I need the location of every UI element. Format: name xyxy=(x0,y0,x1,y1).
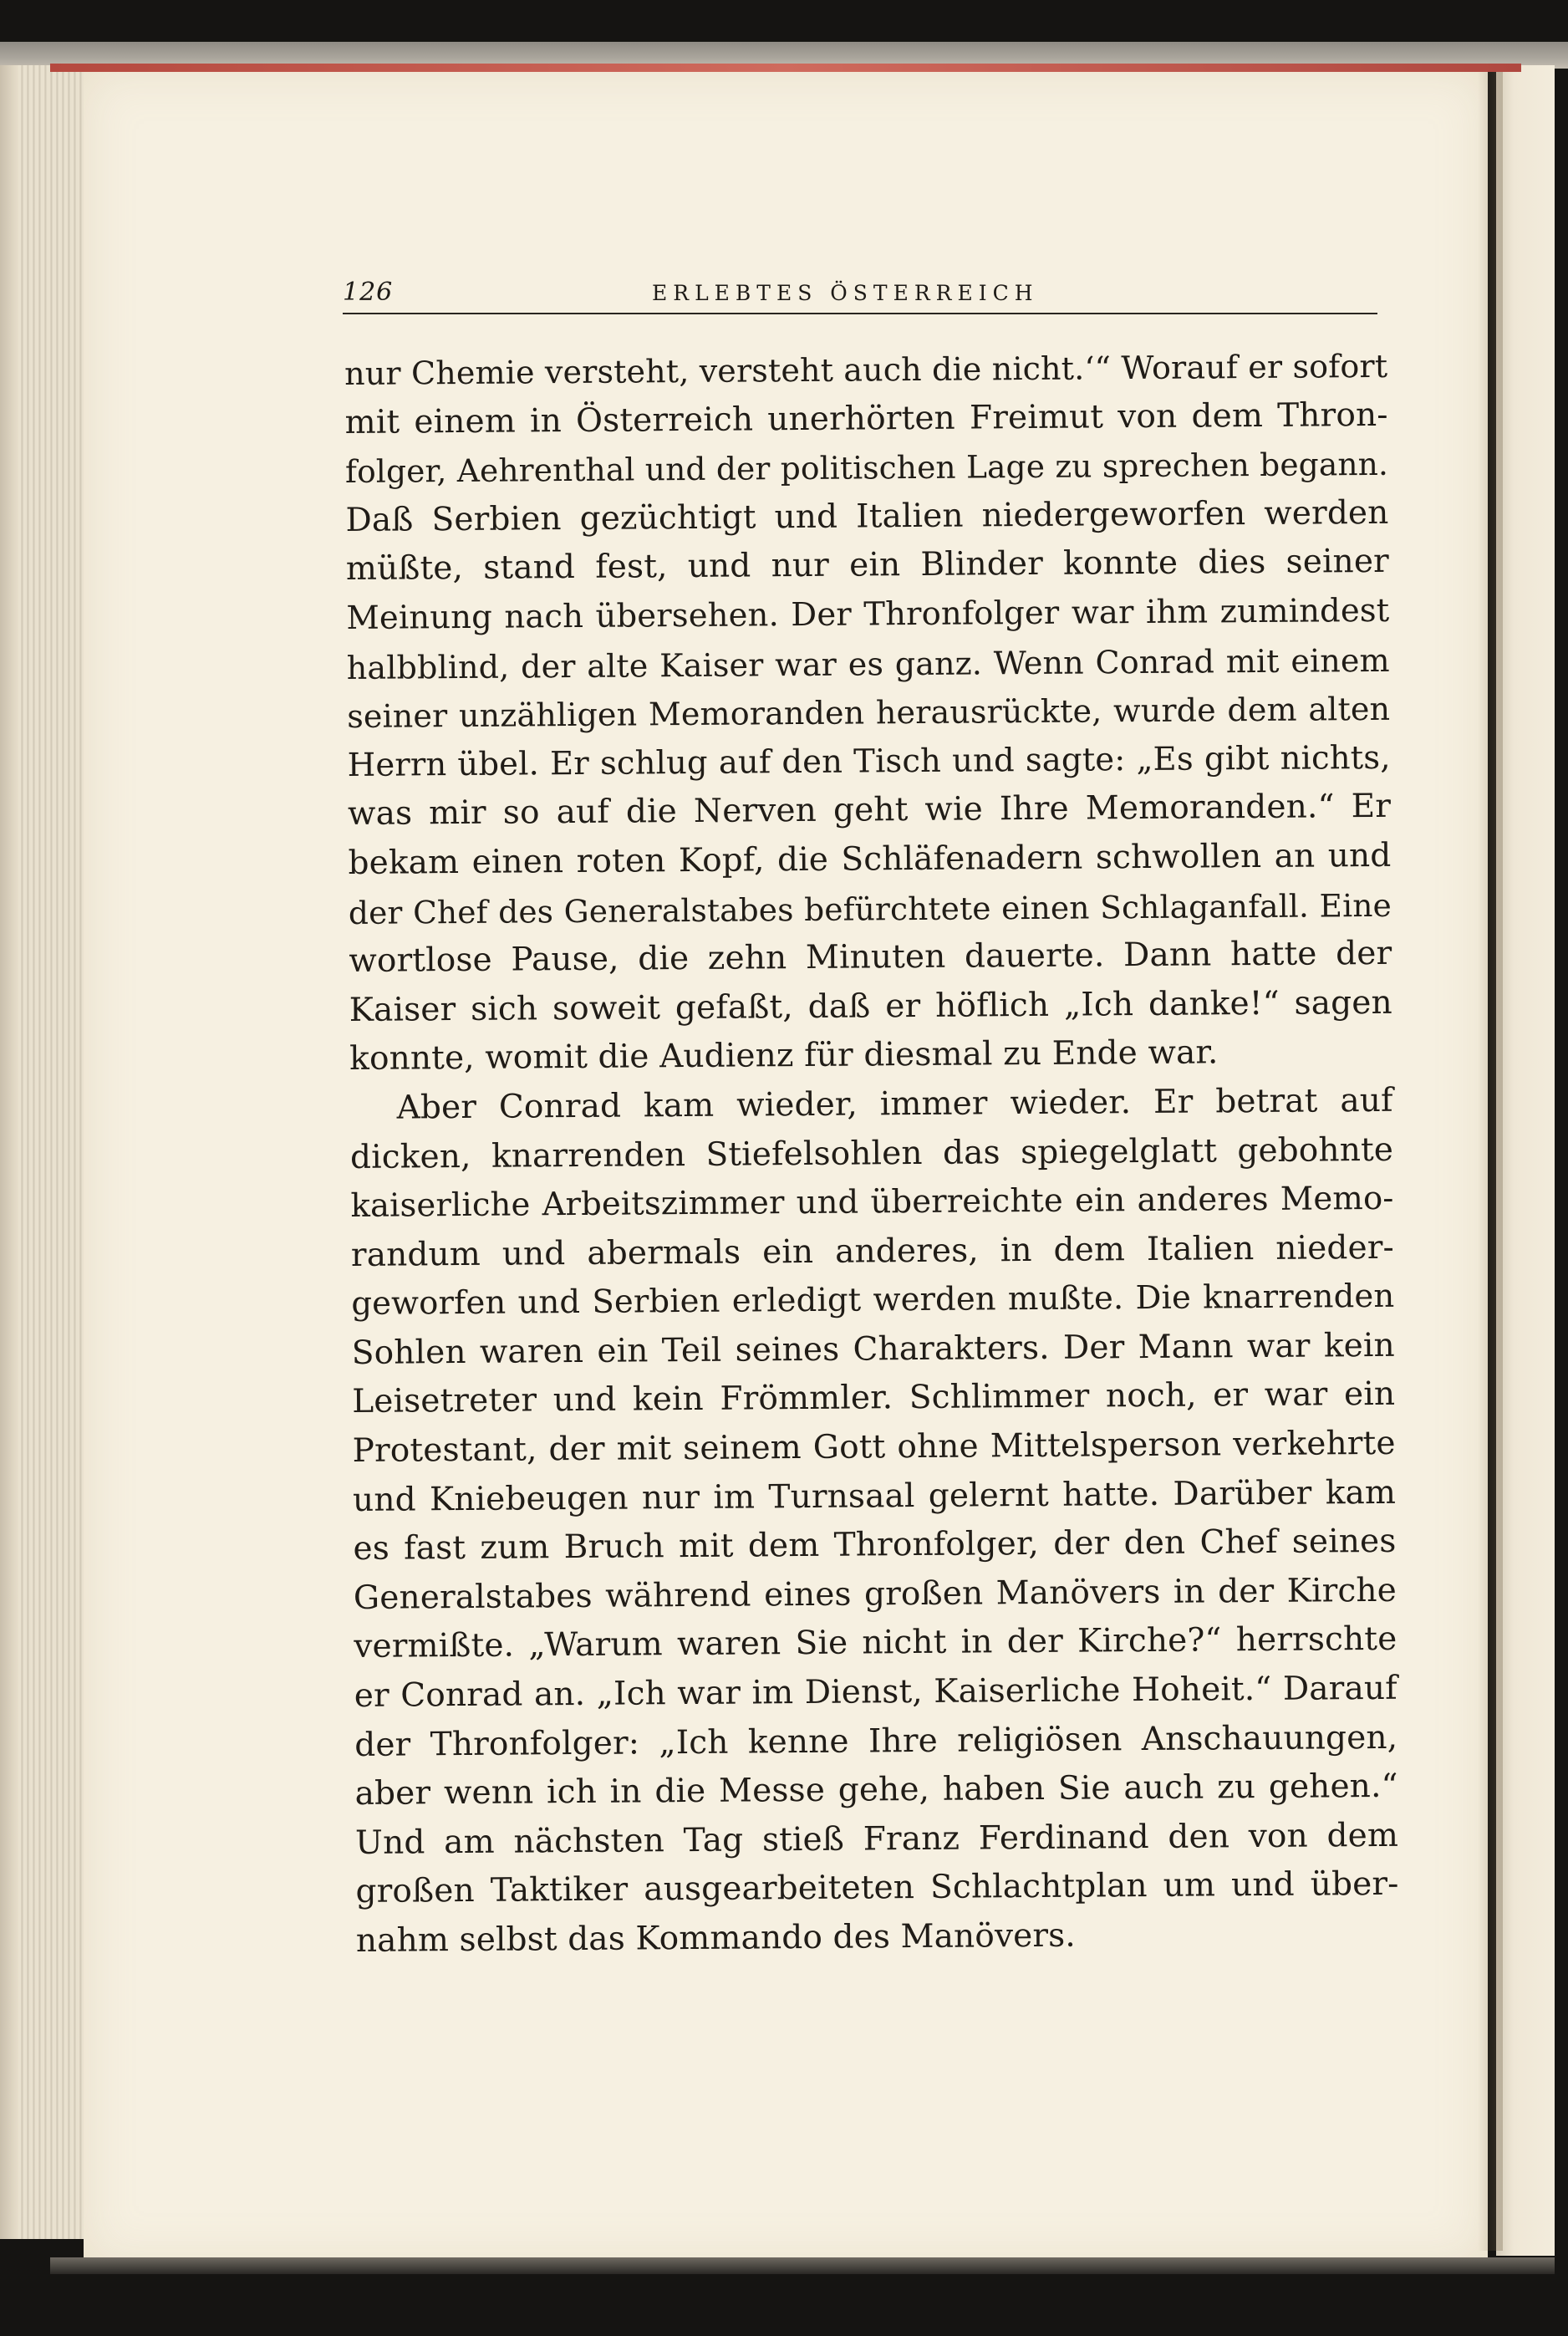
header-rule xyxy=(343,313,1377,314)
book-bottom-edge xyxy=(50,2257,1555,2274)
text-line: großen Taktiker ausgearbeiteten Schlachtplan um und über- xyxy=(355,1865,1399,1911)
text-line: mit einem in Österreich unerhörten Freimut von dem Thron- xyxy=(344,395,1388,441)
running-head xyxy=(343,278,1379,314)
text-line: halbblind, der alte Kaiser war es ganz. Wenn Conrad mit einem xyxy=(346,641,1390,686)
text-line: Sohlen waren ein Teil seines Charakters. Der Mann war kein xyxy=(351,1326,1395,1372)
text-line: müßte, stand fest, und nur ein Blinder konnte dies seiner xyxy=(345,543,1390,589)
text-line: wortlose Pause, die zehn Minuten dauerte. Dann hatte der xyxy=(349,934,1392,981)
text-line: Daß Serbien gezüchtigt und Italien niedergeworfen werden xyxy=(345,493,1389,539)
text-line: nahm selbst das Kommando des Manövers. xyxy=(355,1916,1077,1960)
text-line: Herrn übel. Er schlug auf den Tisch und sagte: „Es gibt nichts, xyxy=(347,738,1391,784)
page-stack-shadow xyxy=(0,65,18,2239)
text-line: geworfen und Serbien erledigt werden mußte. Die knarrenden xyxy=(351,1278,1395,1324)
text-line: und Kniebeugen nur im Turnsaal gelernt hatte. Darüber kam xyxy=(352,1473,1397,1519)
text-line: seiner unzähligen Memoranden herausrückte, wurde dem alten xyxy=(347,690,1391,736)
text-line: Generalstabes während eines großen Manövers in der Kirche xyxy=(353,1571,1397,1617)
facing-page-edge xyxy=(1496,65,1555,2256)
text-line: der Chef des Generalstabes befürchtete einen Schlaganfall. Eine xyxy=(348,886,1392,931)
gutter-shadow xyxy=(1478,69,1503,2251)
page-number: 126 xyxy=(343,278,394,307)
text-line: folger, Aehrenthal und der politischen Lage zu sprechen begann. xyxy=(344,446,1389,491)
text-line: Meinung nach übersehen. Der Thronfolger war ihm zumindest xyxy=(346,591,1390,637)
text-line: randum und abermals ein anderes, in dem Italien nieder- xyxy=(350,1228,1395,1274)
paragraph-2 xyxy=(349,1077,1399,1966)
text-line: Aber Conrad kam wieder, immer wieder. Er betrat auf xyxy=(396,1081,1393,1127)
running-title: ERLEBTES ÖSTERREICH xyxy=(652,281,1039,305)
text-line: vermißte. „Warum waren Sie nicht in der Kirche?“ herrschte xyxy=(354,1620,1397,1666)
text-line: bekam einen roten Kopf, die Schläfenadern schwollen an und xyxy=(348,836,1392,882)
paragraph-1 xyxy=(344,342,1392,1084)
text-line: kaiserliche Arbeitszimmer und überreichte ein anderes Memo- xyxy=(350,1179,1394,1226)
text-line: der Thronfolger: „Ich kenne Ihre religiösen Anschauungen, xyxy=(354,1718,1398,1764)
text-line: es fast zum Bruch mit dem Thronfolger, der den Chef seines xyxy=(353,1522,1397,1568)
body-text xyxy=(344,342,1399,1966)
text-line: dicken, knarrenden Stiefelsohlen das spiegelglatt gebohnte xyxy=(349,1130,1394,1176)
red-page-edge xyxy=(50,64,1521,72)
text-line: er Conrad an. „Ich war im Dienst, Kaiserliche Hoheit.“ Darauf xyxy=(354,1669,1397,1715)
text-line: konnte, womit die Audienz für diesmal zu Ende war. xyxy=(349,1033,1219,1079)
text-line: Protestant, der mit seinem Gott ohne Mittelsperson verkehrte xyxy=(352,1424,1396,1471)
text-line: aber wenn ich in die Messe gehe, haben Sie auch zu gehen.“ xyxy=(354,1767,1398,1813)
text-line: Und am nächsten Tag stieß Franz Ferdinand den von dem xyxy=(354,1816,1399,1862)
text-line: nur Chemie versteht, versteht auch die nicht.‘“ Worauf er sofort xyxy=(344,347,1388,392)
text-line: Kaiser sich soweit gefaßt, daß er höflich „Ich danke!“ sagen xyxy=(349,983,1392,1029)
text-line: was mir so auf die Nerven geht wie Ihre Memoranden.“ Er xyxy=(347,788,1392,834)
text-line: Leisetreter und kein Frömmler. Schlimmer noch, er war ein xyxy=(352,1375,1396,1421)
